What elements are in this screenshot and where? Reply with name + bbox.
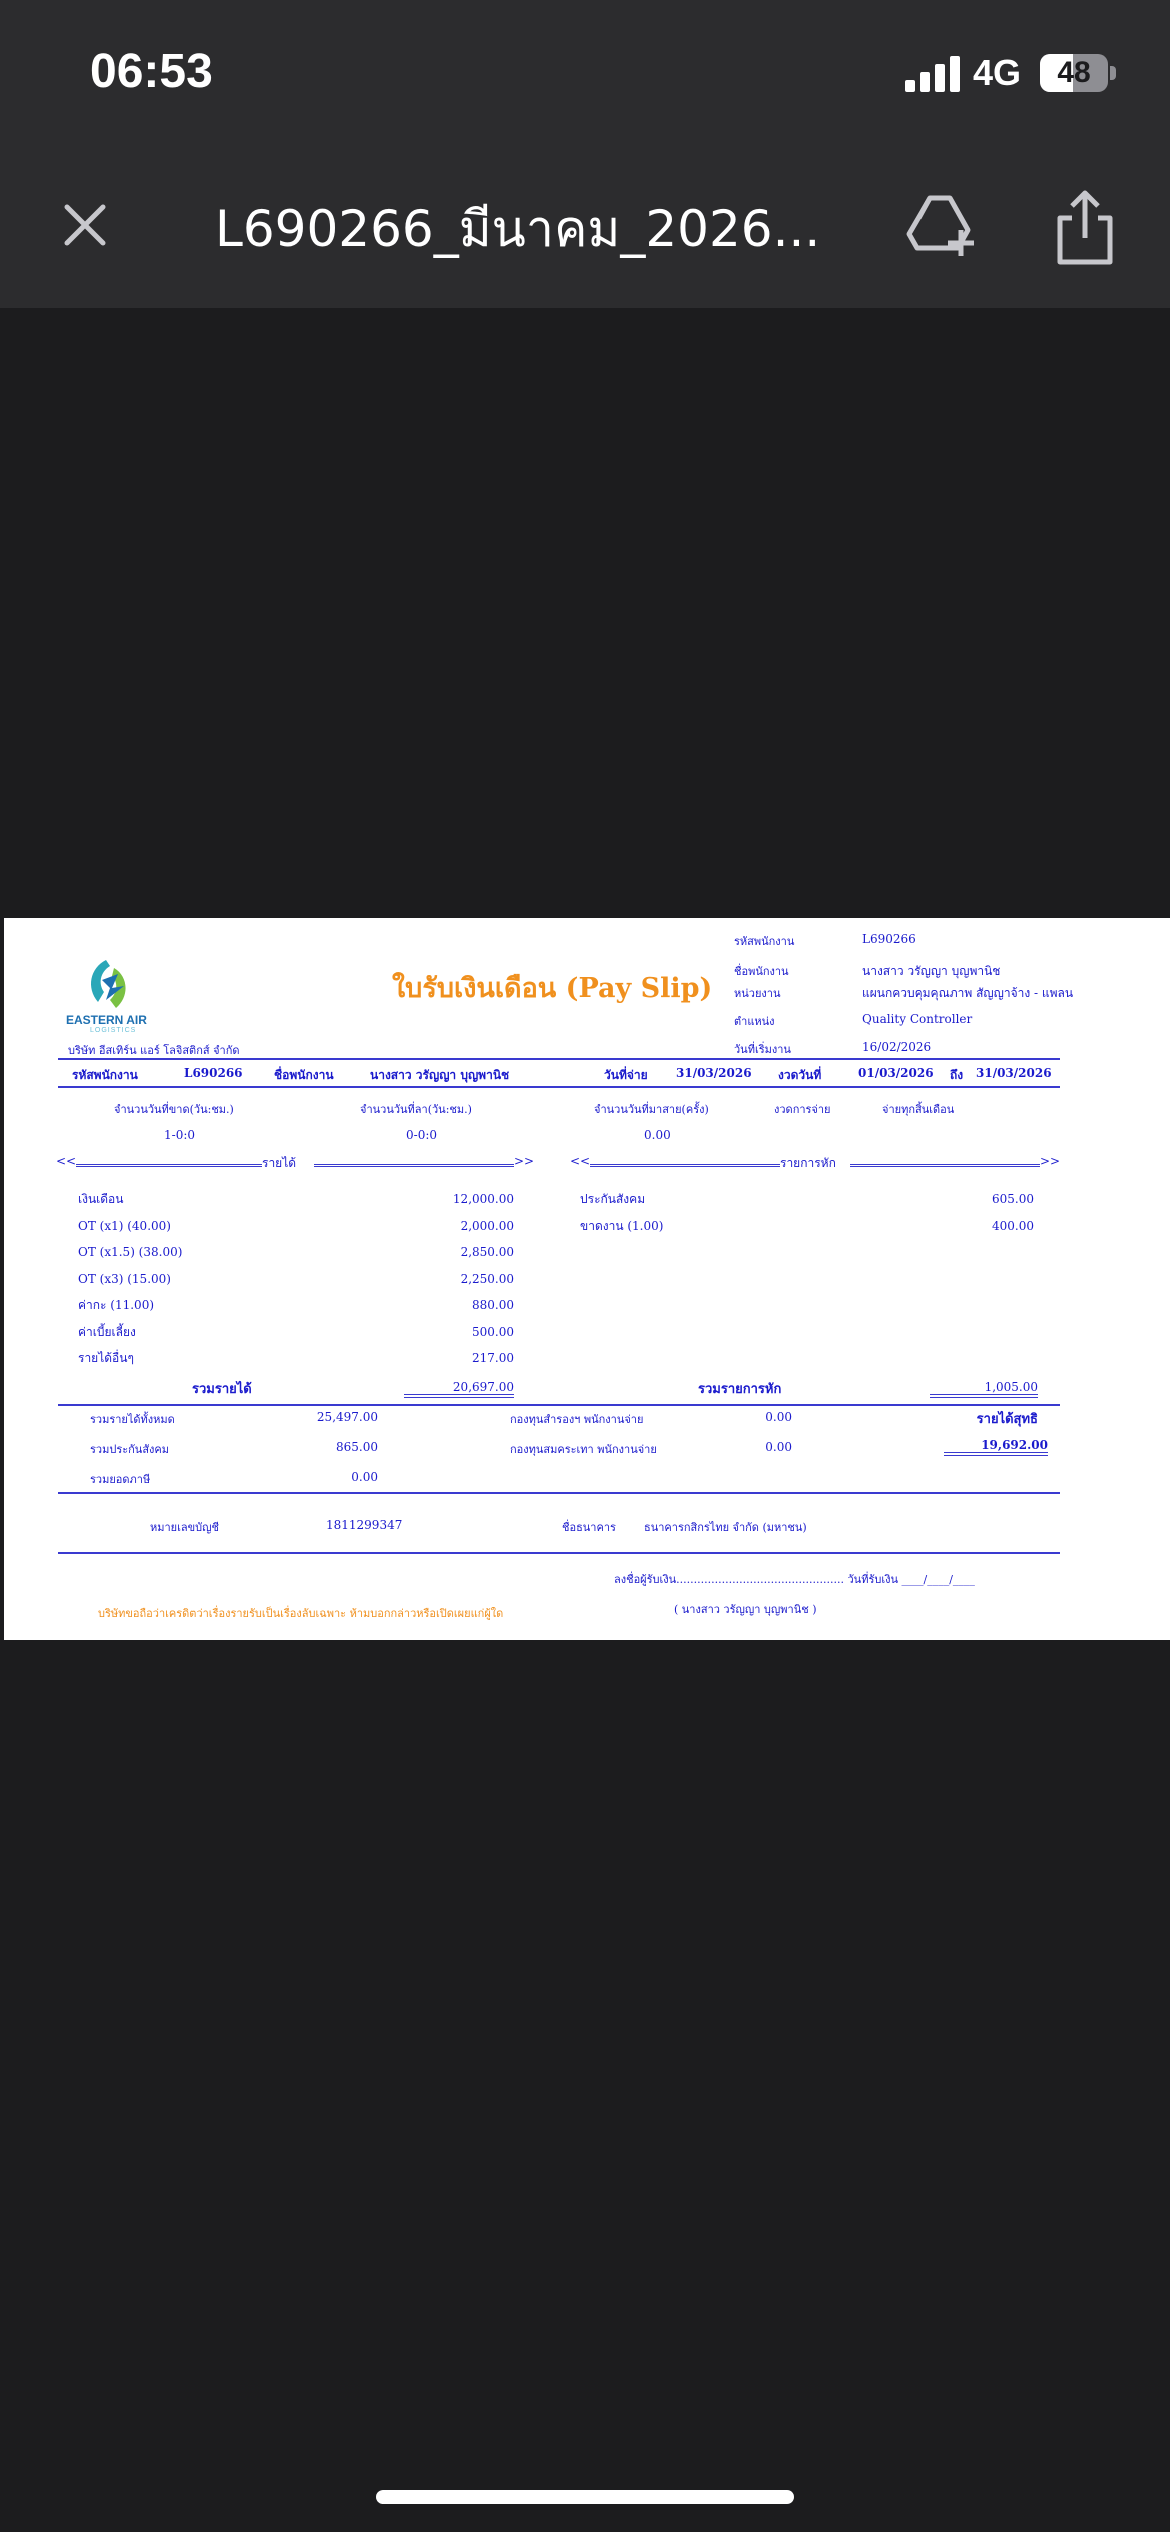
leave-value: 0-0:0 [406,1128,438,1142]
network-label: 4G [973,52,1022,93]
deduction-amounts [924,1186,1034,1239]
income-item-amount: 2,250.00 [460,1271,514,1286]
total-deduction-label: รวมรายการหัก [698,1382,782,1397]
total-income-label: รวมรายได้ [192,1382,252,1397]
header-name-value: นางสาว วรัญญา บุญพานิช [370,1068,510,1082]
ytd-sso-value: 865.00 [336,1440,378,1454]
account-value: 1811299347 [326,1518,403,1532]
income-item-amount: 2,850.00 [460,1245,514,1259]
income-arrow-left: << [56,1154,77,1168]
income-arrow-right: >> [514,1154,535,1168]
income-header: รายได้ [262,1156,297,1170]
divider [76,1164,262,1167]
bank-value: ธนาคารกสิกรไทย จำกัด (มหาชน) [644,1521,807,1534]
total-deduction-value: 1,005.00 [930,1380,1038,1398]
divider [850,1164,1040,1167]
saving-value: 0.00 [765,1440,792,1454]
header-name-label: ชื่อพนักงาน [274,1068,334,1082]
account-label: หมายเลขบัญชี [150,1521,219,1534]
deduction-header: รายการหัก [780,1156,836,1170]
income-item-label: OT (x3) (15.00) [78,1271,171,1286]
net-income-label: รายได้สุทธิ [976,1412,1038,1427]
battery-level: 48 [1057,56,1091,89]
info-start-label: วันที่เริ่มงาน [734,1043,791,1056]
logo-subtext: LOGISTICS [90,1027,137,1034]
signature-line: ลงชื่อผู้รับเงิน................................................ วันที่รับเงิน ____/____/____ [614,1573,975,1586]
share-icon[interactable] [1050,188,1120,268]
absent-label: จำนวนวันที่ขาด(วัน:ชม.) [114,1103,234,1116]
header-period-to-label: ถึง [950,1068,964,1082]
header-code-value: L690266 [184,1066,243,1080]
ytd-income-value: 25,497.00 [316,1410,378,1424]
status-time: 06:53 [90,45,213,98]
divider [58,1058,1060,1060]
logo-text: EASTERN AIR [66,1013,147,1027]
ytd-income-label: รวมรายได้ทั้งหมด [90,1413,175,1426]
total-income-value: 20,697.00 [404,1380,514,1398]
info-name-value: นางสาว วรัญญา บุญพานิช [862,964,1001,978]
signature-name: ( นางสาว วรัญญา บุญพานิช ) [674,1603,817,1616]
deduction-item-amount: 605.00 [992,1192,1034,1206]
info-department-value: แผนกควบคุมคุณภาพ สัญญาจ้าง - แพลน [862,986,1074,1000]
divider [58,1552,1060,1554]
company-name: บริษัท อีสเทิร์น แอร์ โลจิสติกส์ จำกัด [68,1044,240,1057]
header-period-from: 01/03/2026 [858,1066,934,1080]
ytd-tax-value: 0.00 [351,1470,378,1484]
confidential-note: บริษัทขอถือว่าเครดิตว่าเรื่องรายรับเป็นเรื่องลับเฉพาะ ห้ามบอกกล่าวหรือเปิดเผยแก่ผู้ใด [98,1607,504,1620]
divider [58,1492,1060,1494]
header-paydate-label: วันที่จ่าย [604,1068,648,1082]
income-item-label: OT (x1) (40.00) [78,1218,171,1233]
income-item-label: เงินเดือน [78,1192,124,1206]
provident-value: 0.00 [765,1410,792,1424]
header-period-label: งวดวันที่ [778,1068,822,1082]
income-item-amount: 2,000.00 [460,1218,514,1233]
income-item-amount: 880.00 [472,1298,514,1312]
company-logo-icon [84,958,134,1012]
saving-label: กองทุนสมคระเทา พนักงานจ่าย [510,1443,657,1456]
info-code-value: L690266 [862,932,916,946]
provident-label: กองทุนสำรองฯ พนักงานจ่าย [510,1413,644,1426]
late-label: จำนวนวันที่มาสาย(ครั้ง) [594,1103,709,1116]
bank-label: ชื่อธนาคาร [562,1521,616,1534]
divider [314,1164,514,1167]
late-value: 0.00 [644,1128,671,1142]
info-name-label: ชื่อพนักงาน [734,965,789,978]
ytd-sso-label: รวมประกันสังคม [90,1443,170,1456]
add-to-drive-icon[interactable] [905,190,980,260]
pay-round-value: จ่ายทุกสิ้นเดือน [882,1103,955,1116]
battery-cap [1110,66,1116,80]
income-item-label: OT (x1.5) (38.00) [78,1245,183,1259]
divider [590,1164,780,1167]
top-bar [0,0,1170,308]
payslip-document [4,918,1170,1640]
income-item-label: รายได้อื่นๆ [78,1351,134,1365]
home-indicator[interactable] [376,2490,794,2504]
deduction-labels [580,1186,663,1239]
battery-icon [1040,54,1108,92]
divider [58,1404,1060,1406]
info-start-value: 16/02/2026 [862,1040,932,1054]
pay-round-label: งวดการจ่าย [774,1103,831,1116]
income-item-amount: 217.00 [472,1351,514,1365]
document-title: L690266_มีนาคม_2026... [215,200,821,258]
info-position-value: Quality Controller [862,1012,973,1026]
header-code-label: รหัสพนักงาน [72,1068,138,1082]
income-item-label: ค่ากะ (11.00) [78,1298,155,1312]
income-item-label: ค่าเบี้ยเลี้ยง [78,1324,136,1339]
ytd-tax-label: รวมยอดภาษี [90,1473,151,1486]
signal-icon [905,56,961,92]
deduction-arrow-left: << [570,1154,591,1168]
info-position-label: ตำแหน่ง [734,1015,775,1028]
close-icon[interactable] [50,190,120,260]
absent-value: 1-0:0 [164,1128,196,1142]
income-item-amount: 500.00 [472,1324,514,1339]
deduction-item-label: ประกันสังคม [580,1192,646,1206]
deduction-item-amount: 400.00 [992,1218,1034,1233]
income-item-amount: 12,000.00 [452,1192,514,1206]
header-period-to: 31/03/2026 [976,1066,1052,1080]
leave-label: จำนวนวันที่ลา(วัน:ชม.) [360,1103,472,1116]
income-amounts [404,1186,514,1372]
net-income-value: 19,692.00 [944,1438,1048,1456]
divider [58,1086,1060,1088]
payslip-title: ใบรับเงินเดือน (Pay Slip) [392,973,713,1004]
info-department-label: หน่วยงาน [734,987,781,1000]
header-paydate-value: 31/03/2026 [676,1066,752,1080]
income-labels [78,1186,182,1372]
deduction-item-label: ขาดงาน (1.00) [580,1218,664,1233]
deduction-arrow-right: >> [1040,1154,1061,1168]
info-code-label: รหัสพนักงาน [734,935,795,948]
